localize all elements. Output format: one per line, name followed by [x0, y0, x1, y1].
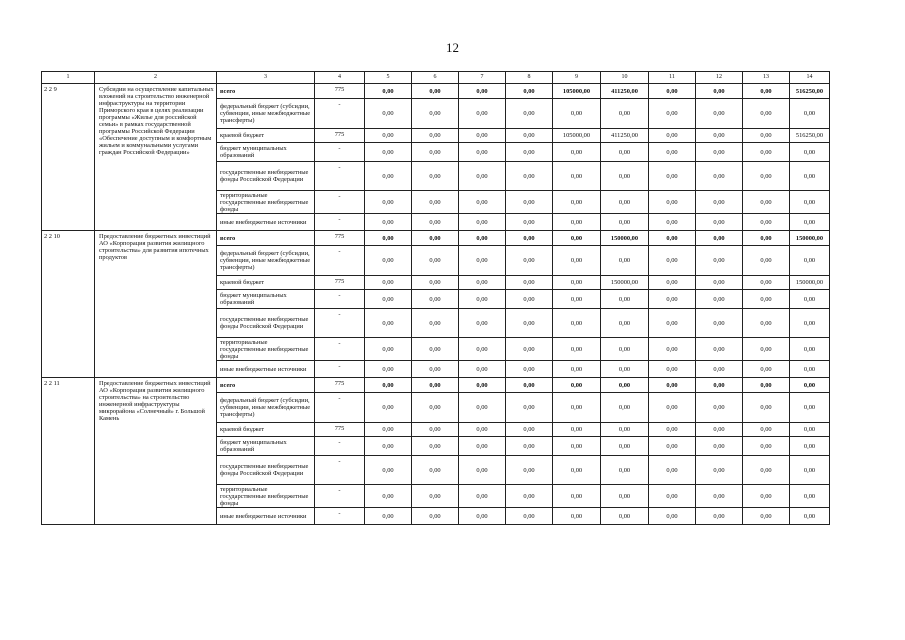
header-cell: 5: [365, 72, 412, 84]
value-cell: 0,00: [506, 84, 553, 99]
value-cell: 0,00: [365, 309, 412, 338]
value-cell: 0,00: [506, 485, 553, 508]
value-cell: 0,00: [553, 423, 601, 437]
value-cell: 0,00: [649, 393, 696, 423]
value-cell: 0,00: [649, 84, 696, 99]
admin-code: -: [315, 246, 365, 276]
value-cell: 0,00: [365, 99, 412, 129]
value-cell: 0,00: [506, 423, 553, 437]
value-cell: 0,00: [459, 84, 506, 99]
value-cell: 0,00: [743, 246, 790, 276]
value-cell: 0,00: [743, 143, 790, 162]
value-cell: 0,00: [506, 162, 553, 191]
value-cell: 0,00: [649, 338, 696, 361]
value-cell: 0,00: [649, 246, 696, 276]
admin-code: 775: [315, 276, 365, 290]
value-cell: 0,00: [790, 143, 830, 162]
value-cell: 0,00: [601, 393, 649, 423]
admin-code: -: [315, 393, 365, 423]
section-name: Предоставление бюджетных инвестиций АО «Корпорация развития жилищного строительства» для развития ипотечных продуктов: [95, 231, 217, 378]
value-cell: 0,00: [459, 456, 506, 485]
value-cell: 0,00: [553, 309, 601, 338]
admin-code: -: [315, 309, 365, 338]
value-cell: 0,00: [649, 231, 696, 246]
funding-source: иные внебюджетные источники: [217, 214, 315, 231]
value-cell: 0,00: [459, 338, 506, 361]
value-cell: 0,00: [649, 437, 696, 456]
value-cell: 0,00: [553, 437, 601, 456]
value-cell: 0,00: [649, 129, 696, 143]
value-cell: 0,00: [601, 191, 649, 214]
admin-code: -: [315, 162, 365, 191]
funding-source: всего: [217, 378, 315, 393]
value-cell: 0,00: [412, 143, 459, 162]
value-cell: 0,00: [696, 231, 743, 246]
funding-source: федеральный бюджет (субсидии, субвенции, иные межбюджетные трансферты): [217, 393, 315, 423]
value-cell: 0,00: [459, 246, 506, 276]
value-cell: 0,00: [365, 162, 412, 191]
value-cell: 516250,00: [790, 129, 830, 143]
value-cell: 0,00: [743, 508, 790, 525]
value-cell: 0,00: [412, 361, 459, 378]
value-cell: 0,00: [743, 437, 790, 456]
value-cell: 0,00: [459, 214, 506, 231]
value-cell: 0,00: [506, 338, 553, 361]
value-cell: 0,00: [553, 99, 601, 129]
value-cell: 0,00: [365, 378, 412, 393]
header-cell: 12: [696, 72, 743, 84]
value-cell: 0,00: [743, 84, 790, 99]
value-cell: 0,00: [649, 143, 696, 162]
value-cell: 0,00: [696, 437, 743, 456]
value-cell: 0,00: [506, 214, 553, 231]
value-cell: 0,00: [365, 276, 412, 290]
value-cell: 0,00: [601, 246, 649, 276]
value-cell: 0,00: [506, 508, 553, 525]
value-cell: 0,00: [365, 485, 412, 508]
value-cell: 0,00: [412, 309, 459, 338]
header-cell: 10: [601, 72, 649, 84]
value-cell: 0,00: [459, 99, 506, 129]
funding-source: всего: [217, 84, 315, 99]
value-cell: 0,00: [743, 378, 790, 393]
value-cell: 0,00: [743, 456, 790, 485]
value-cell: 0,00: [743, 99, 790, 129]
value-cell: 0,00: [553, 231, 601, 246]
value-cell: 0,00: [459, 129, 506, 143]
value-cell: 0,00: [790, 191, 830, 214]
value-cell: 0,00: [790, 246, 830, 276]
value-cell: 411250,00: [601, 129, 649, 143]
value-cell: 150000,00: [601, 231, 649, 246]
section-code: 2 2 10: [42, 231, 95, 378]
value-cell: 0,00: [743, 485, 790, 508]
funding-source: бюджет муниципальных образований: [217, 290, 315, 309]
value-cell: 0,00: [459, 231, 506, 246]
header-cell: 9: [553, 72, 601, 84]
admin-code: -: [315, 191, 365, 214]
value-cell: 0,00: [601, 214, 649, 231]
value-cell: 0,00: [790, 378, 830, 393]
value-cell: 0,00: [790, 456, 830, 485]
admin-code: 775: [315, 231, 365, 246]
value-cell: 0,00: [743, 290, 790, 309]
value-cell: 0,00: [601, 143, 649, 162]
value-cell: 0,00: [696, 162, 743, 191]
value-cell: 0,00: [696, 99, 743, 129]
section-name: Предоставление бюджетных инвестиций АО «Корпорация развития жилищного строительства» на строительство инженерной инфраструктуры микрорайона «Солнечный» г. Большой Камень: [95, 378, 217, 525]
admin-code: -: [315, 143, 365, 162]
value-cell: 0,00: [506, 309, 553, 338]
value-cell: 0,00: [365, 361, 412, 378]
value-cell: 0,00: [601, 485, 649, 508]
value-cell: 0,00: [553, 338, 601, 361]
value-cell: 0,00: [365, 191, 412, 214]
value-cell: 0,00: [696, 214, 743, 231]
value-cell: 0,00: [790, 99, 830, 129]
value-cell: 0,00: [459, 437, 506, 456]
value-cell: 0,00: [696, 508, 743, 525]
value-cell: 0,00: [412, 231, 459, 246]
value-cell: 0,00: [696, 290, 743, 309]
section-name: Субсидии на осуществление капитальных вложений на строительство инженерной инфраструктуры на территории Приморского края в целях реализации программы «Жилье для российской семьи» в рамках государственной программы Российской Федерации «Обеспечение доступным и комфортным жильем и коммунальными услугами граждан Российской Федерации»: [95, 84, 217, 231]
value-cell: 0,00: [743, 129, 790, 143]
value-cell: 0,00: [790, 290, 830, 309]
value-cell: 0,00: [506, 361, 553, 378]
funding-source: краевой бюджет: [217, 276, 315, 290]
value-cell: 0,00: [790, 309, 830, 338]
admin-code: -: [315, 508, 365, 525]
value-cell: 0,00: [365, 508, 412, 525]
funding-source: территориальные государственные внебюджетные фонды: [217, 338, 315, 361]
funding-source: всего: [217, 231, 315, 246]
value-cell: 0,00: [696, 143, 743, 162]
value-cell: 0,00: [790, 338, 830, 361]
value-cell: 0,00: [553, 485, 601, 508]
value-cell: 0,00: [459, 378, 506, 393]
value-cell: 0,00: [365, 84, 412, 99]
value-cell: 0,00: [601, 162, 649, 191]
value-cell: 0,00: [649, 99, 696, 129]
value-cell: 0,00: [459, 290, 506, 309]
value-cell: 0,00: [365, 214, 412, 231]
section-code: 2 2 9: [42, 84, 95, 231]
value-cell: 0,00: [506, 99, 553, 129]
value-cell: 0,00: [459, 162, 506, 191]
funding-source: государственные внебюджетные фонды Российской Федерации: [217, 456, 315, 485]
header-cell: 7: [459, 72, 506, 84]
value-cell: 150000,00: [601, 276, 649, 290]
funding-source: краевой бюджет: [217, 129, 315, 143]
funding-source: территориальные государственные внебюджетные фонды: [217, 191, 315, 214]
value-cell: 0,00: [553, 508, 601, 525]
value-cell: 0,00: [412, 423, 459, 437]
value-cell: 0,00: [412, 378, 459, 393]
value-cell: 0,00: [696, 338, 743, 361]
value-cell: 0,00: [649, 309, 696, 338]
value-cell: 0,00: [649, 508, 696, 525]
header-cell: 1: [42, 72, 95, 84]
value-cell: 0,00: [412, 99, 459, 129]
value-cell: 0,00: [553, 456, 601, 485]
value-cell: 0,00: [553, 276, 601, 290]
value-cell: 0,00: [459, 508, 506, 525]
value-cell: 0,00: [412, 485, 459, 508]
value-cell: 0,00: [506, 456, 553, 485]
funding-source: иные внебюджетные источники: [217, 508, 315, 525]
funding-source: бюджет муниципальных образований: [217, 437, 315, 456]
value-cell: 0,00: [743, 162, 790, 191]
value-cell: 0,00: [601, 437, 649, 456]
value-cell: 0,00: [696, 485, 743, 508]
value-cell: 0,00: [412, 276, 459, 290]
value-cell: 0,00: [412, 290, 459, 309]
value-cell: 0,00: [790, 214, 830, 231]
value-cell: 0,00: [601, 456, 649, 485]
funding-source: бюджет муниципальных образований: [217, 143, 315, 162]
value-cell: 0,00: [601, 99, 649, 129]
page-number: 12: [446, 40, 459, 55]
value-cell: 0,00: [412, 214, 459, 231]
table-row: [42, 84, 830, 99]
value-cell: 0,00: [553, 162, 601, 191]
value-cell: 0,00: [696, 129, 743, 143]
value-cell: 0,00: [365, 423, 412, 437]
funding-source: федеральный бюджет (субсидии, субвенции, иные межбюджетные трансферты): [217, 99, 315, 129]
value-cell: 0,00: [506, 143, 553, 162]
value-cell: 0,00: [506, 231, 553, 246]
value-cell: 0,00: [649, 276, 696, 290]
funding-source: территориальные государственные внебюджетные фонды: [217, 485, 315, 508]
header-cell: 2: [95, 72, 217, 84]
value-cell: 150000,00: [790, 231, 830, 246]
header-cell: 13: [743, 72, 790, 84]
value-cell: 0,00: [506, 129, 553, 143]
value-cell: 0,00: [459, 143, 506, 162]
value-cell: 0,00: [506, 393, 553, 423]
value-cell: 0,00: [649, 162, 696, 191]
value-cell: 105000,00: [553, 129, 601, 143]
value-cell: 0,00: [649, 423, 696, 437]
value-cell: 0,00: [553, 191, 601, 214]
value-cell: 0,00: [365, 338, 412, 361]
value-cell: 0,00: [790, 162, 830, 191]
value-cell: 0,00: [412, 191, 459, 214]
value-cell: 0,00: [743, 338, 790, 361]
value-cell: 0,00: [365, 129, 412, 143]
value-cell: 0,00: [412, 84, 459, 99]
value-cell: 0,00: [412, 129, 459, 143]
value-cell: 0,00: [790, 437, 830, 456]
admin-code: -: [315, 338, 365, 361]
value-cell: 0,00: [459, 276, 506, 290]
value-cell: 0,00: [553, 393, 601, 423]
value-cell: 0,00: [553, 361, 601, 378]
header-cell: 11: [649, 72, 696, 84]
admin-code: -: [315, 485, 365, 508]
value-cell: 0,00: [412, 246, 459, 276]
value-cell: 0,00: [696, 423, 743, 437]
value-cell: 0,00: [649, 290, 696, 309]
value-cell: 0,00: [365, 231, 412, 246]
value-cell: 105000,00: [553, 84, 601, 99]
value-cell: 0,00: [696, 393, 743, 423]
header-cell: 3: [217, 72, 315, 84]
value-cell: 0,00: [743, 309, 790, 338]
value-cell: 0,00: [506, 378, 553, 393]
funding-source: государственные внебюджетные фонды Российской Федерации: [217, 162, 315, 191]
admin-code: -: [315, 99, 365, 129]
value-cell: 0,00: [743, 361, 790, 378]
value-cell: 0,00: [506, 437, 553, 456]
value-cell: 0,00: [790, 508, 830, 525]
admin-code: -: [315, 290, 365, 309]
header-cell: 4: [315, 72, 365, 84]
value-cell: 0,00: [553, 143, 601, 162]
value-cell: 0,00: [506, 276, 553, 290]
value-cell: 0,00: [649, 485, 696, 508]
value-cell: 0,00: [506, 246, 553, 276]
value-cell: 0,00: [743, 191, 790, 214]
value-cell: 0,00: [649, 378, 696, 393]
value-cell: 0,00: [601, 508, 649, 525]
admin-code: 775: [315, 378, 365, 393]
admin-code: -: [315, 214, 365, 231]
value-cell: 0,00: [696, 456, 743, 485]
admin-code: -: [315, 361, 365, 378]
value-cell: 0,00: [743, 214, 790, 231]
value-cell: 0,00: [601, 309, 649, 338]
value-cell: 0,00: [696, 191, 743, 214]
value-cell: 0,00: [696, 309, 743, 338]
value-cell: 0,00: [743, 423, 790, 437]
value-cell: 0,00: [459, 309, 506, 338]
value-cell: 0,00: [790, 393, 830, 423]
funding-source: иные внебюджетные источники: [217, 361, 315, 378]
funding-source: краевой бюджет: [217, 423, 315, 437]
value-cell: 0,00: [743, 231, 790, 246]
value-cell: 0,00: [790, 485, 830, 508]
value-cell: 0,00: [743, 276, 790, 290]
value-cell: 0,00: [649, 456, 696, 485]
value-cell: 0,00: [459, 423, 506, 437]
value-cell: 0,00: [365, 393, 412, 423]
value-cell: 0,00: [649, 361, 696, 378]
section-code: 2 2 11: [42, 378, 95, 525]
header-cell: 8: [506, 72, 553, 84]
value-cell: 0,00: [743, 393, 790, 423]
admin-code: 775: [315, 129, 365, 143]
admin-code: -: [315, 456, 365, 485]
value-cell: 0,00: [506, 191, 553, 214]
value-cell: 0,00: [412, 393, 459, 423]
value-cell: 0,00: [412, 508, 459, 525]
header-cell: 14: [790, 72, 830, 84]
admin-code: -: [315, 437, 365, 456]
value-cell: 0,00: [553, 290, 601, 309]
value-cell: 150000,00: [790, 276, 830, 290]
header-cell: 6: [412, 72, 459, 84]
value-cell: 411250,00: [601, 84, 649, 99]
value-cell: 0,00: [696, 246, 743, 276]
table-row: [42, 378, 830, 393]
value-cell: 516250,00: [790, 84, 830, 99]
value-cell: 0,00: [601, 423, 649, 437]
value-cell: 0,00: [459, 191, 506, 214]
value-cell: 0,00: [553, 246, 601, 276]
admin-code: 775: [315, 423, 365, 437]
value-cell: 0,00: [601, 361, 649, 378]
value-cell: 0,00: [412, 338, 459, 361]
admin-code: 775: [315, 84, 365, 99]
value-cell: 0,00: [601, 338, 649, 361]
value-cell: 0,00: [506, 290, 553, 309]
budget-table: [41, 71, 830, 525]
value-cell: 0,00: [601, 290, 649, 309]
value-cell: 0,00: [365, 143, 412, 162]
value-cell: 0,00: [553, 378, 601, 393]
value-cell: 0,00: [696, 378, 743, 393]
value-cell: 0,00: [412, 456, 459, 485]
value-cell: 0,00: [790, 361, 830, 378]
value-cell: 0,00: [365, 456, 412, 485]
value-cell: 0,00: [696, 84, 743, 99]
header-row: [42, 72, 830, 84]
value-cell: 0,00: [601, 378, 649, 393]
table-row: [42, 231, 830, 246]
value-cell: 0,00: [553, 214, 601, 231]
value-cell: 0,00: [365, 290, 412, 309]
funding-source: государственные внебюджетные фонды Российской Федерации: [217, 309, 315, 338]
value-cell: 0,00: [459, 361, 506, 378]
value-cell: 0,00: [459, 393, 506, 423]
value-cell: 0,00: [790, 423, 830, 437]
value-cell: 0,00: [649, 191, 696, 214]
funding-source: федеральный бюджет (субсидии, субвенции, иные межбюджетные трансферты): [217, 246, 315, 276]
value-cell: 0,00: [696, 276, 743, 290]
value-cell: 0,00: [696, 361, 743, 378]
value-cell: 0,00: [365, 246, 412, 276]
value-cell: 0,00: [412, 162, 459, 191]
value-cell: 0,00: [459, 485, 506, 508]
value-cell: 0,00: [365, 437, 412, 456]
value-cell: 0,00: [412, 437, 459, 456]
value-cell: 0,00: [649, 214, 696, 231]
